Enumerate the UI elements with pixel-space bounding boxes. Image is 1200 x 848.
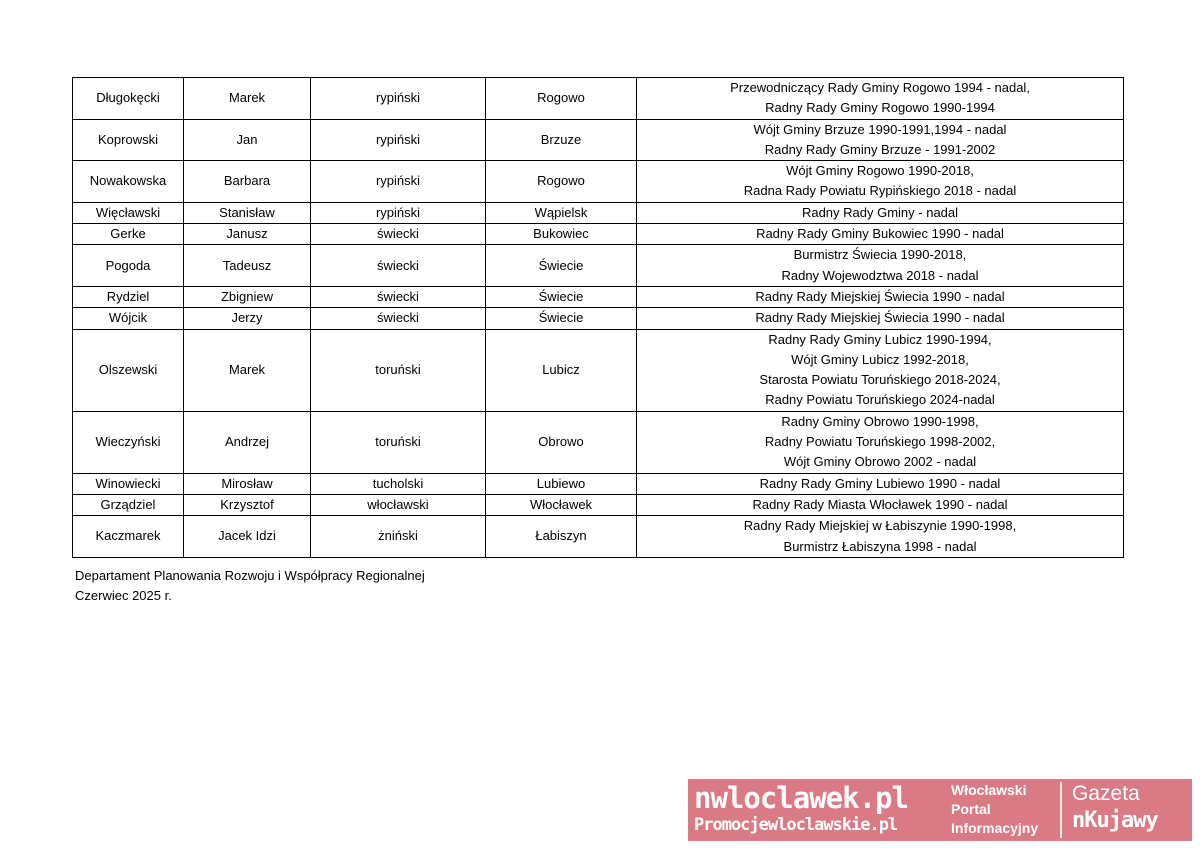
officials-table-container: [72, 77, 1123, 558]
department-name: Departament Planowania Rozwoju i Współpracy Regionalnej: [75, 568, 425, 583]
cell-first-name: Tadeusz: [184, 245, 311, 287]
cell-first-name: Jerzy: [184, 308, 311, 329]
cell-first-name: Barbara: [184, 161, 311, 203]
watermark-banner: [688, 779, 1192, 841]
table-row: [73, 494, 1124, 515]
cell-county: świecki: [311, 308, 486, 329]
cell-county: rypiński: [311, 202, 486, 223]
function-line: Radny Rady Gminy Lubicz 1990-1994,: [768, 331, 992, 347]
cell-functions: [637, 308, 1124, 329]
function-line: Radny Powiatu Toruńskiego 2024-nadal: [765, 392, 995, 408]
cell-first-name: Janusz: [184, 224, 311, 245]
cell-municipality: Bukowiec: [486, 224, 637, 245]
cell-first-name: Marek: [184, 78, 311, 120]
function-line: Radny Rady Gminy - nadal: [801, 204, 959, 220]
table-row: [73, 516, 1124, 558]
table-row: [73, 245, 1124, 287]
cell-municipality: Obrowo: [486, 411, 637, 473]
cell-functions: [637, 329, 1124, 411]
watermark-portal-line: Informacyjny: [951, 820, 1039, 836]
cell-surname: Wójcik: [73, 308, 184, 329]
function-line: Przewodniczący Rady Gminy Rogowo 1994 - nadal,: [730, 80, 1030, 95]
cell-municipality: Włocławek: [486, 494, 637, 515]
cell-first-name: Stanisław: [184, 202, 311, 223]
function-line: Burmistrz Świecia 1990-2018,: [793, 247, 967, 263]
cell-county: rypiński: [311, 161, 486, 203]
table-row: [73, 161, 1124, 203]
function-line: Radny Rady Miejskiej w Łabiszynie 1990-1998,: [743, 518, 1017, 534]
cell-county: świecki: [311, 224, 486, 245]
table-row: [73, 119, 1124, 161]
cell-first-name: Andrzej: [184, 411, 311, 473]
function-line: Wójt Gminy Brzuze 1990-1991,1994 - nadal: [753, 121, 1007, 137]
cell-county: świecki: [311, 286, 486, 307]
table-row: [73, 308, 1124, 329]
cell-county: toruński: [311, 329, 486, 411]
cell-surname: Więcławski: [73, 202, 184, 223]
function-line: Wójt Gminy Obrowo 2002 - nadal: [783, 454, 977, 470]
function-line: Radny Rady Gminy Lubiewo 1990 - nadal: [759, 475, 1001, 491]
table-row: [73, 78, 1124, 120]
function-line: Wójt Gminy Rogowo 1990-2018,: [786, 163, 974, 179]
watermark-portal-label: [945, 779, 1060, 841]
table-row: [73, 411, 1124, 473]
cell-functions: [637, 411, 1124, 473]
cell-first-name: Marek: [184, 329, 311, 411]
cell-county: świecki: [311, 245, 486, 287]
watermark-gazeta-title: Gazeta: [1072, 782, 1140, 805]
cell-surname: Kaczmarek: [73, 516, 184, 558]
cell-functions: [637, 224, 1124, 245]
cell-surname: Wieczyński: [73, 411, 184, 473]
cell-first-name: Mirosław: [184, 473, 311, 494]
cell-surname: Długokęcki: [73, 78, 184, 120]
cell-surname: Grządziel: [73, 494, 184, 515]
watermark-gazeta-name: nKujawy: [1072, 808, 1158, 833]
cell-functions: [637, 494, 1124, 515]
cell-first-name: Jacek Idzi: [184, 516, 311, 558]
cell-first-name: Zbigniew: [184, 286, 311, 307]
cell-municipality: Świecie: [486, 286, 637, 307]
watermark-subdomain: Promocjewloclawskie.pl: [694, 815, 898, 835]
cell-county: włocławski: [311, 494, 486, 515]
cell-municipality: Brzuze: [486, 119, 637, 161]
watermark-domain: nwloclawek.pl: [694, 781, 908, 815]
function-line: Radny Powiatu Toruńskiego 1998-2002,: [764, 434, 996, 450]
watermark-main-block: [688, 779, 945, 841]
function-line: Radny Rady Gminy Bukowiec 1990 - nadal: [756, 226, 1004, 242]
cell-functions: [637, 202, 1124, 223]
officials-table: [72, 77, 1124, 558]
function-line: Starosta Powiatu Toruńskiego 2018-2024,: [759, 372, 1001, 388]
cell-surname: Gerke: [73, 224, 184, 245]
table-row: [73, 224, 1124, 245]
table-row: [73, 286, 1124, 307]
table-body: [73, 78, 1124, 558]
cell-municipality: Świecie: [486, 308, 637, 329]
cell-county: tucholski: [311, 473, 486, 494]
watermark-gazeta-block: [1062, 779, 1192, 841]
function-line: Radny Wojewodztwa 2018 - nadal: [781, 267, 979, 283]
cell-surname: Olszewski: [73, 329, 184, 411]
table-row: [73, 202, 1124, 223]
cell-county: toruński: [311, 411, 486, 473]
function-line: Radny Rady Gminy Brzuze - 1991-2002: [764, 141, 996, 157]
watermark-portal-line: Portal: [951, 801, 991, 817]
cell-county: rypiński: [311, 78, 486, 120]
function-line: Radny Rady Gminy Rogowo 1990-1994: [765, 100, 995, 116]
cell-functions: [637, 119, 1124, 161]
document-date: Czerwiec 2025 r.: [75, 588, 172, 603]
cell-surname: Rydziel: [73, 286, 184, 307]
function-line: Radny Rady Miasta Włocławek 1990 - nadal: [752, 496, 1008, 512]
cell-functions: [637, 473, 1124, 494]
cell-functions: [637, 286, 1124, 307]
cell-functions: [637, 245, 1124, 287]
cell-surname: Koprowski: [73, 119, 184, 161]
cell-surname: Pogoda: [73, 245, 184, 287]
cell-first-name: Krzysztof: [184, 494, 311, 515]
function-line: Radny Rady Miejskiej Świecia 1990 - nadal: [755, 288, 1005, 304]
document-footer: [75, 566, 425, 606]
cell-municipality: Wąpielsk: [486, 202, 637, 223]
table-row: [73, 473, 1124, 494]
cell-county: rypiński: [311, 119, 486, 161]
function-line: Radny Rady Miejskiej Świecia 1990 - nadal: [755, 310, 1005, 326]
cell-municipality: Rogowo: [486, 78, 637, 120]
function-line: Radny Gminy Obrowo 1990-1998,: [781, 413, 979, 429]
watermark-portal-line: Włocławski: [951, 782, 1027, 798]
function-line: Burmistrz Łabiszyna 1998 - nadal: [783, 538, 977, 554]
cell-functions: [637, 516, 1124, 558]
table-row: [73, 329, 1124, 411]
cell-functions: [637, 78, 1124, 120]
cell-surname: Winowiecki: [73, 473, 184, 494]
cell-municipality: Świecie: [486, 245, 637, 287]
cell-municipality: Lubiewo: [486, 473, 637, 494]
cell-county: żniński: [311, 516, 486, 558]
cell-municipality: Rogowo: [486, 161, 637, 203]
cell-surname: Nowakowska: [73, 161, 184, 203]
function-line: Radna Rady Powiatu Rypińskiego 2018 - nadal: [743, 183, 1017, 199]
function-line: Wójt Gminy Lubicz 1992-2018,: [791, 351, 969, 367]
cell-functions: [637, 161, 1124, 203]
cell-municipality: Łabiszyn: [486, 516, 637, 558]
cell-first-name: Jan: [184, 119, 311, 161]
cell-municipality: Lubicz: [486, 329, 637, 411]
